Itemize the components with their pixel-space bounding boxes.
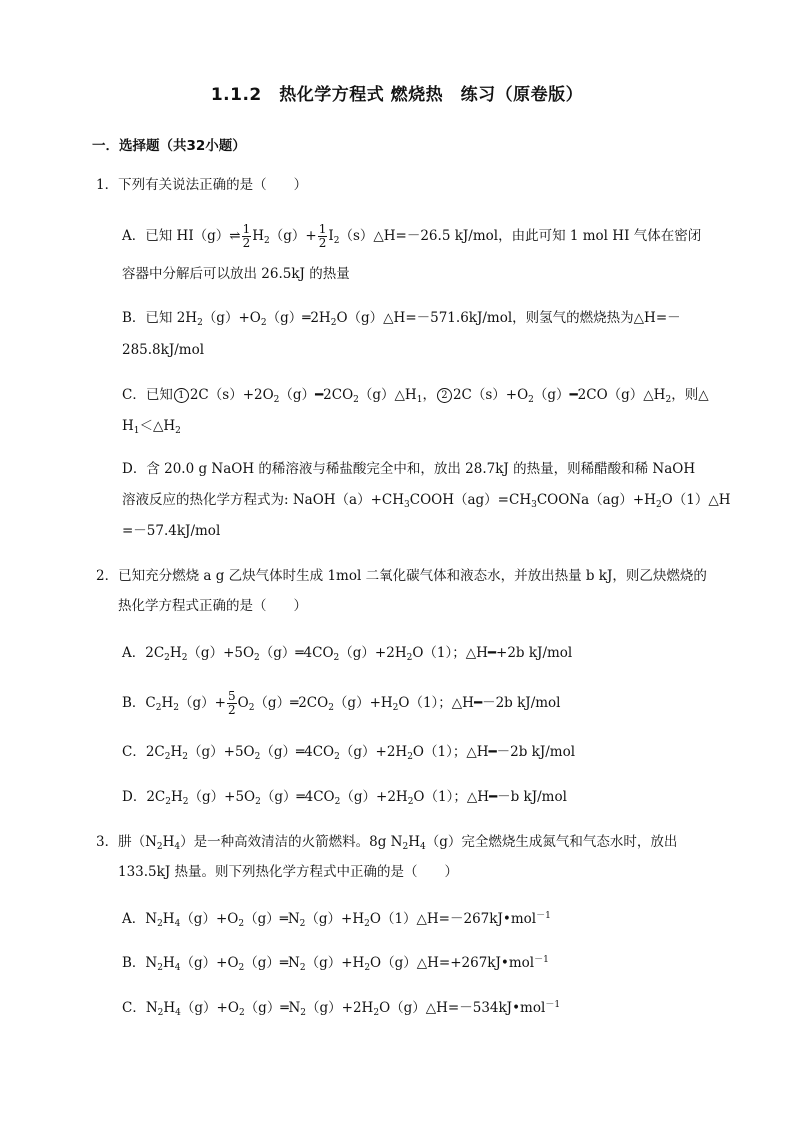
question-1-option-a: A．已知 HI（g）⇌ $\frac{1}{2}$ $H_2(g)+$ $\frac{1}{2}$ $I_2(s)\triangle H=-26.5$ kJ/mol，由此可知 1 mol HI 气体在密闭 xyxy=(122,222,702,250)
fraction-one-half: $\frac{1}{2}$ xyxy=(242,222,251,250)
question-1-option-b: B．已知 $2H_2(g)+O_2(g)═2H_2O(g)\triangle H=-571.6kJ$/mol，则氢气的燃烧热为△H=－ xyxy=(122,310,681,328)
question-3-option-c: C．$N_2H_4(g)+O_2(g)═N_2(g)+2H_2O(g)\triangle H=-534kJ•mol^{-1}$ xyxy=(122,1000,561,1018)
question-2-option-a: A．$2C_2H_2(g)+5O_2(g)═4CO_2(g)+2H_2O(1)$；△H━+2b kJ/mol xyxy=(122,645,573,663)
question-1-option-d: D．含 20.0 g NaOH 的稀溶液与稀盐酸完全中和，放出 28.7kJ 的热量，则稀醋酸和稀 NaOH xyxy=(122,461,696,477)
question-3-stem-cont: 133.5kJ 热量。则下列热化学方程式中正确的是（ ） xyxy=(118,864,459,880)
question-2-option-d: D．$2C_2H_2(g)+5O_2(g)═4CO_2(g)+2H_2O(1)$；△H━－b kJ/mol xyxy=(122,789,567,807)
question-1-option-b-cont: 285.8kJ/mol xyxy=(122,342,205,358)
question-2-option-c: C．$2C_2H_2(g)+5O_2(g)═4CO_2(g)+2H_2O(1)$；△H━－2b kJ/mol xyxy=(122,744,576,762)
fraction-five-halves: $\frac{5}{2}$ xyxy=(227,689,236,717)
question-2-stem-cont: 热化学方程式正确的是（ ） xyxy=(118,598,307,614)
circled-number-2: 2 xyxy=(437,388,452,403)
question-1-stem: 1．下列有关说法正确的是（ ） xyxy=(96,177,308,193)
page-title: 1.1.2 热化学方程式 燃烧热 练习（原卷版） xyxy=(210,85,584,105)
question-1-option-d-cont: 溶液反应的热化学方程式为: $NaOH(a)+CH_3COOH(ag)=CH_3COONa(ag)+H_2O(1)\triangle H$ xyxy=(122,492,731,510)
fraction-one-half: $\frac{1}{2}$ xyxy=(318,222,327,250)
circled-number-1: 1 xyxy=(174,388,189,403)
question-1-option-a-cont: 容器中分解后可以放出 26.5kJ 的热量 xyxy=(122,266,350,282)
question-3-stem: 3．肼$(N_2H_4)$是一种高效清洁的火箭燃料。8g $N_2H_4(g)$完全燃烧生成氮气和气态水时，放出 xyxy=(96,834,678,852)
section-heading: 一．选择题（共32小题） xyxy=(92,138,246,154)
question-3-option-a: A．$N_2H_4(g)+O_2(g)═N_2(g)+H_2O(1)\triangle H=-267kJ•mol^{-1}$ xyxy=(122,911,551,929)
question-1-option-c-cont: $H_1<\triangle H_2$ xyxy=(122,418,181,436)
question-2-stem: 2．已知充分燃烧 a g 乙炔气体时生成 1mol 二氧化碳气体和液态水，并放出热量 b kJ，则乙炔燃烧的 xyxy=(96,568,707,584)
question-2-option-b: B．$C_2H_2(g)+$ $\frac{5}{2}$ $O_2(g)═2CO_2(g)+H_2O(1)$；△H━－2b kJ/mol xyxy=(122,689,561,717)
question-3-option-b: B．$N_2H_4(g)+O_2(g)═N_2(g)+H_2O(g)\triangle H=+267kJ•mol^{-1}$ xyxy=(122,955,549,973)
question-1-option-c: C．已知 1 $2C(s)+2O_2(g)━2CO_2(g)\triangle H_1$， 2 $2C(s)+O_2(g)━2CO(g)\triangle H_2$，则△ xyxy=(122,387,709,405)
question-1-option-d-cont2: =－57.4kJ/mol xyxy=(122,523,221,539)
